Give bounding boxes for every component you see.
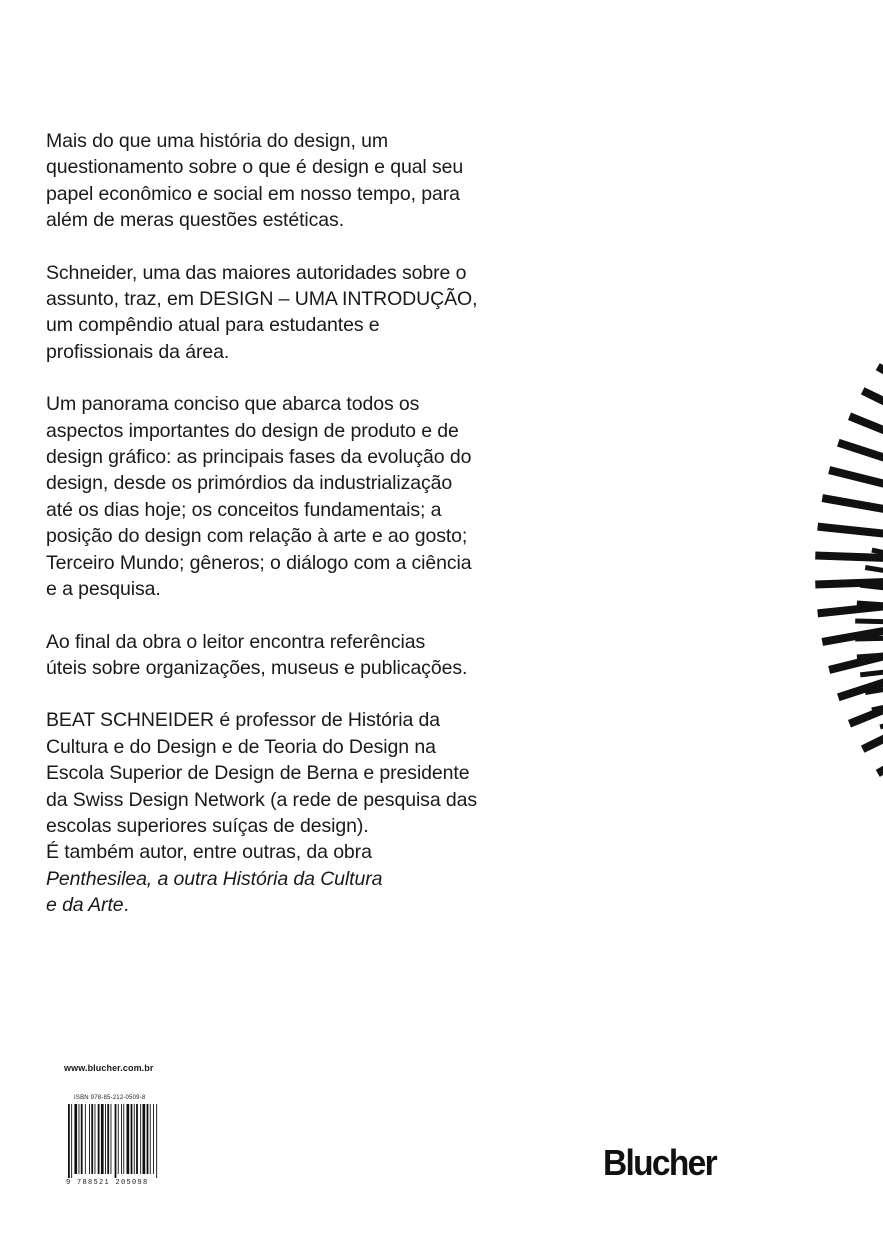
other-work-suffix: .	[123, 894, 129, 917]
art-stripe	[878, 367, 883, 420]
art-stripe	[822, 498, 883, 518]
barcode-bar	[115, 1104, 117, 1178]
art-stripes	[815, 267, 883, 872]
barcode-bar	[156, 1104, 157, 1178]
barcode-bar	[71, 1104, 72, 1178]
art-stripe	[815, 580, 883, 584]
barcode-bar	[74, 1104, 77, 1174]
other-work-title-line: e da Arte	[46, 894, 124, 917]
barcode-bar	[79, 1104, 80, 1174]
barcode-bar	[105, 1104, 106, 1174]
art-stripe	[857, 603, 883, 605]
website-url: www.blucher.com.br	[64, 1063, 154, 1073]
isbn-label: ISBN 978-85-212-0509-8	[74, 1095, 146, 1101]
barcode-bar	[91, 1104, 93, 1174]
text-line: e a pesquisa.	[46, 578, 161, 601]
text-line: Um panorama conciso que abarca todos os	[46, 393, 420, 416]
art-stripe	[818, 527, 883, 539]
text-line: Ao final da obra o leitor encontra referências	[46, 630, 426, 653]
barcode-bar	[68, 1104, 70, 1178]
text-line: úteis sobre organizações, museus e publicações.	[46, 656, 468, 679]
blurb-text	[46, 128, 566, 919]
paragraph-references	[46, 629, 566, 682]
text-line: Terceiro Mundo; gêneros; o diálogo com a ciência	[46, 551, 472, 574]
text-line: Schneider, uma das maiores autoridades sobre o	[46, 261, 467, 284]
striped-circle-artwork	[760, 230, 883, 910]
barcode-bar	[143, 1104, 146, 1174]
other-work-title-end	[46, 892, 566, 918]
barcode-bar	[134, 1104, 135, 1174]
text-line: profissionais da área.	[46, 340, 230, 363]
text-line: da Swiss Design Network (a rede de pesquisa das	[46, 788, 478, 811]
text-line: até os dias hoje; os conceitos fundamentais; a	[46, 498, 442, 521]
art-stripe	[860, 671, 883, 675]
text-line: escolas superiores suíças de design).	[46, 814, 369, 837]
text-line: papel econômico e social em nosso tempo, para	[46, 182, 460, 205]
art-stripe	[860, 585, 883, 589]
barcode-digits: 9 788521 205098	[66, 1179, 149, 1187]
barcode-bar	[107, 1104, 109, 1174]
art-stripe	[865, 567, 883, 573]
text-line: Cultura e do Design e de Teoria do Design na	[46, 735, 436, 758]
publisher-logo: Blucher	[603, 1142, 716, 1183]
barcode-bar	[118, 1104, 119, 1174]
barcode-bar	[101, 1104, 104, 1174]
barcode-bar	[131, 1104, 133, 1174]
paragraph-intro	[46, 128, 566, 234]
text-line: aspectos importantes do design de produto e de	[46, 419, 459, 442]
barcode-bar	[136, 1104, 138, 1174]
art-stripe	[855, 621, 883, 622]
text-line: Mais do que uma história do design, um	[46, 130, 388, 152]
other-work-title-line: Penthesilea, a outra História da Cultura	[46, 867, 383, 890]
art-stripe	[855, 638, 883, 639]
barcode-bars	[68, 1104, 157, 1178]
text-line: Escola Superior de Design de Berna e presidente	[46, 762, 470, 785]
barcode-bar	[81, 1104, 83, 1174]
barcode-bar	[123, 1104, 124, 1174]
barcode-bar	[89, 1104, 90, 1174]
art-stripe	[829, 470, 883, 497]
text-line: design, desde os primórdios da industrialização	[46, 472, 453, 495]
barcode-bar	[140, 1104, 141, 1174]
barcode-bar	[98, 1104, 100, 1174]
text-line: além de meras questões estéticas.	[46, 209, 345, 232]
text-line: assunto, traz, em DESIGN – UMA INTRODUÇÃO,	[46, 288, 478, 311]
text-line: É também autor, entre outras, da obra	[46, 841, 372, 864]
barcode-bar	[95, 1104, 96, 1174]
art-stripe	[872, 703, 883, 710]
barcode-bar	[111, 1104, 112, 1174]
art-stripe	[815, 556, 883, 560]
text-line: questionamento sobre o que é design e qual seu	[46, 156, 464, 179]
barcode-bar	[121, 1104, 122, 1174]
author-bio	[46, 707, 566, 918]
art-stripe	[857, 655, 883, 657]
barcode-bar	[150, 1104, 151, 1174]
text-line: design gráfico: as principais fases da evolução do	[46, 446, 472, 469]
text-line: posição do design com relação à arte e ao gosto;	[46, 525, 468, 548]
barcode-bar	[85, 1104, 86, 1174]
barcode	[66, 1104, 170, 1178]
text-line: BEAT SCHNEIDER é professor de História da	[46, 709, 440, 732]
text-line: um compêndio atual para estudantes e	[46, 314, 380, 337]
barcode-bar	[153, 1104, 154, 1174]
barcode-bar	[127, 1104, 130, 1174]
barcode-bar	[147, 1104, 149, 1174]
paragraph-schneider	[46, 260, 566, 366]
paragraph-panorama	[46, 391, 566, 602]
